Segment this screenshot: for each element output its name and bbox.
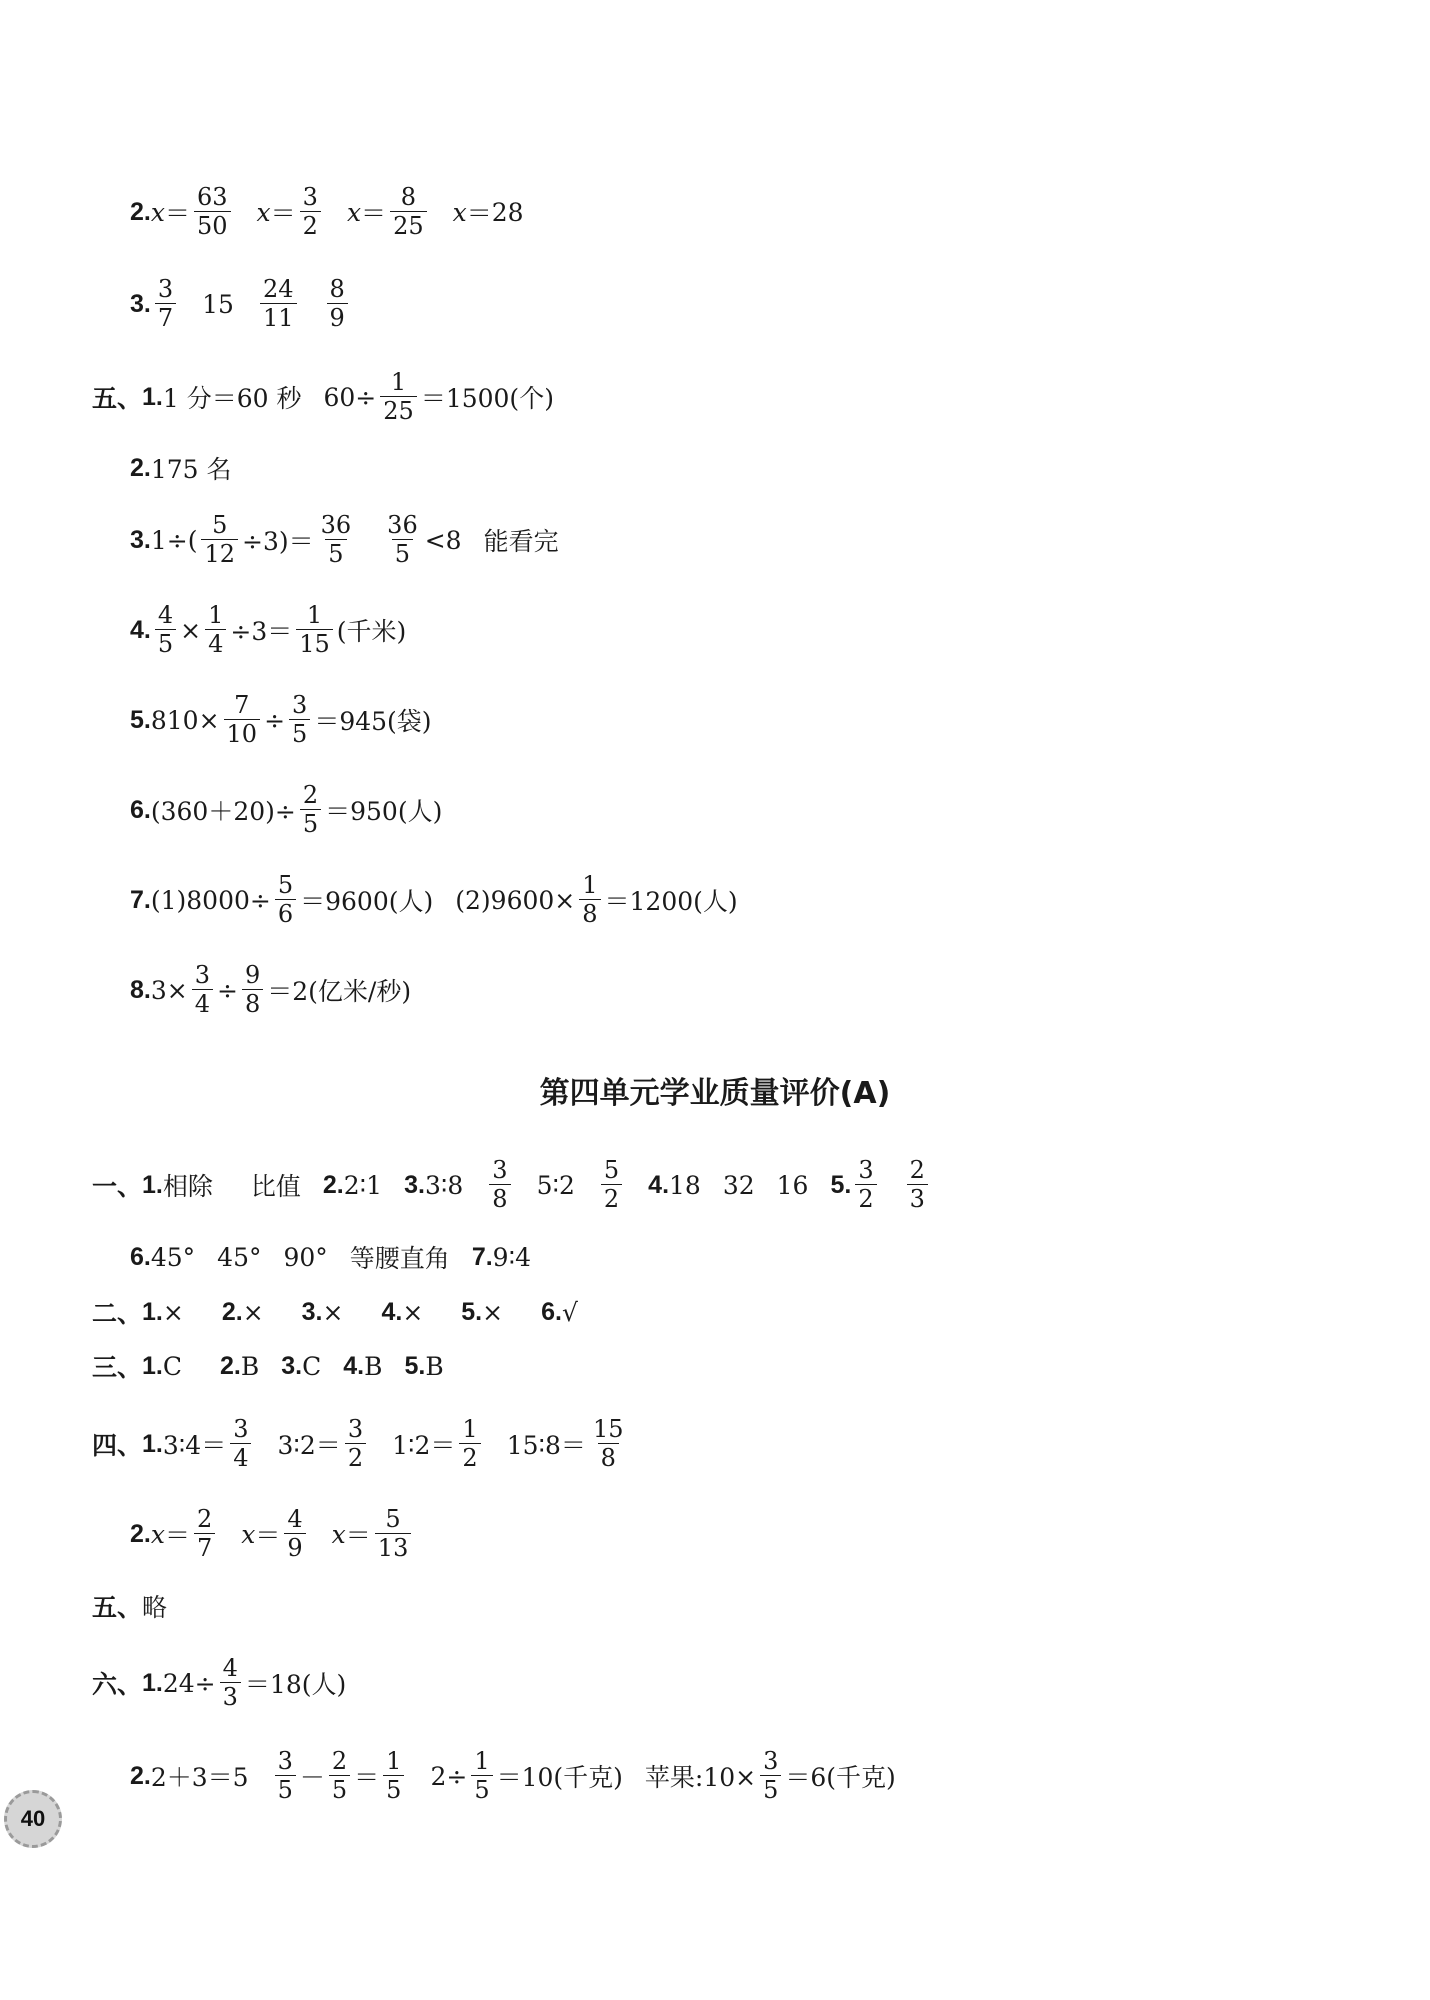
section-four-line2: 2. x ＝ $\frac{2}{7}$ x ＝ $\frac{4}{9}$ x ＝ $\frac{5}{13}$ — [130, 1494, 415, 1574]
fraction: $\frac{2}{7}$ — [194, 1507, 215, 1560]
section-one-line1: 一、 1. 相除 比值 2. 2∶1 3. 3∶8 $\frac{3}{8}$ 5∶2 $\frac{5}{2}$ 4. 18 32 16 5. $\frac{3}{2}$ $\frac{2}{3}$ — [92, 1145, 932, 1225]
answer-line-3: 3. $\frac{3}{7}$ 15 $\frac{24}{11}$ $\frac{8}{9}$ — [130, 264, 352, 344]
fraction: $\frac{3}{5}$ — [289, 693, 310, 746]
fraction: $\frac{4}{9}$ — [284, 1507, 305, 1560]
fraction: $\frac{4}{5}$ — [155, 603, 176, 656]
page-number: 40 — [4, 1790, 62, 1848]
fraction: $\frac{1}{15}$ — [296, 603, 333, 656]
fraction: $\frac{3}{5}$ — [760, 1749, 781, 1802]
fraction: $\frac{1}{4}$ — [205, 603, 226, 656]
section-six-line1: 六、 1. 24÷ $\frac{4}{3}$ ＝18(人) — [92, 1654, 347, 1711]
fraction: $\frac{5}{12}$ — [201, 513, 238, 566]
fraction: $\frac{2}{5}$ — [300, 783, 321, 836]
fraction: $\frac{1}{25}$ — [380, 370, 417, 423]
section-title: 第四单元学业质量评价(A) — [539, 1076, 891, 1111]
fraction: $\frac{3}{2}$ — [345, 1417, 366, 1470]
fraction: $\frac{36}{5}$ — [320, 511, 352, 568]
fraction: $\frac{1}{5}$ — [383, 1749, 404, 1802]
section-three: 三、 1. C 2. B 3. C 4. B 5. B — [92, 1351, 444, 1382]
fraction: $\frac{24}{11}$ — [260, 277, 297, 330]
section-one-line2: 6. 45° 45° 90° 等腰直角 7. 9∶4 — [130, 1242, 531, 1273]
answer-line-2: 2. x ＝ $\frac{63}{50}$ x ＝ $\frac{3}{2}$ x ＝ $\frac{8}{25}$ x ＝ 28 — [130, 183, 524, 240]
fraction: $\frac{5}{2}$ — [601, 1158, 622, 1211]
section-five-q8: 8. 3× $\frac{3}{4}$ ÷ $\frac{9}{8}$ ＝2(亿米/秒) — [130, 961, 412, 1018]
fraction: $\frac{1}{5}$ — [471, 1749, 492, 1802]
section-five-q2: 2. 175 名 — [130, 453, 232, 484]
fraction: $\frac{9}{8}$ — [242, 963, 263, 1016]
section-five-q5: 5. 810× $\frac{7}{10}$ ÷ $\frac{3}{5}$ ＝945(袋) — [130, 691, 432, 748]
fraction: $\frac{3}{2}$ — [855, 1158, 876, 1211]
fraction: $\frac{36}{5}$ — [387, 511, 418, 568]
fraction: $\frac{15}{8}$ — [592, 1415, 624, 1472]
fraction: $\frac{8}{25}$ — [390, 185, 427, 238]
fraction: $\frac{1}{8}$ — [579, 873, 600, 926]
fraction: $\frac{4}{3}$ — [220, 1656, 241, 1709]
fraction: $\frac{8}{9}$ — [327, 277, 348, 330]
fraction: $\frac{2}{5}$ — [329, 1749, 350, 1802]
fraction: $\frac{3}{4}$ — [230, 1417, 251, 1470]
fraction: $\frac{5}{13}$ — [375, 1507, 412, 1560]
section-five-b: 五、 略 — [92, 1593, 168, 1622]
section-six-line2: 2. 2＋3＝5 $\frac{3}{5}$ － $\frac{2}{5}$ ＝ $\frac{1}{5}$ 2÷ $\frac{1}{5}$ ＝10(千克) 苹果:10× $\frac{3}{5}$ ＝6(千克) — [130, 1747, 896, 1804]
section-two: 二、 1. × 2. × 3. × 4. × 5. × 6. √ — [92, 1297, 578, 1328]
fraction: $\frac{5}{6}$ — [275, 873, 296, 926]
fraction: $\frac{3}{4}$ — [192, 963, 213, 1016]
section-five-q6: 6. (360＋20)÷ $\frac{2}{5}$ ＝950(人) — [130, 781, 443, 838]
section-five-q1: 五、 1. 1 分＝60 秒 60÷ $\frac{1}{25}$ ＝1500(个) — [92, 368, 554, 425]
section-five-q3: 3. 1÷( $\frac{5}{12}$ ÷3)＝ $\frac{36}{5}$ $\frac{36}{5}$ <8 能看完 — [130, 511, 559, 568]
fraction: $\frac{3}{5}$ — [275, 1749, 296, 1802]
section-five-q4: 4. $\frac{4}{5}$ × $\frac{1}{4}$ ÷3＝ $\frac{1}{15}$ (千米) — [130, 601, 407, 658]
fraction: $\frac{3}{7}$ — [155, 277, 176, 330]
section-four-line1: 四、 1. 3∶4＝ $\frac{3}{4}$ 3∶2＝ $\frac{3}{2}$ 1∶2＝ $\frac{1}{2}$ 15∶8＝ $\frac{15}{8}$ — [92, 1404, 630, 1484]
fraction: $\frac{3}{2}$ — [300, 185, 321, 238]
fraction: $\frac{3}{8}$ — [489, 1158, 510, 1211]
fraction: $\frac{63}{50}$ — [194, 185, 231, 238]
fraction: $\frac{7}{10}$ — [224, 693, 261, 746]
fraction: $\frac{1}{2}$ — [459, 1417, 480, 1470]
fraction: $\frac{2}{3}$ — [907, 1158, 928, 1211]
section-five-q7: 7. (1)8000÷ $\frac{5}{6}$ ＝9600(人) (2)9600× $\frac{1}{8}$ ＝1200(人) — [130, 871, 738, 928]
